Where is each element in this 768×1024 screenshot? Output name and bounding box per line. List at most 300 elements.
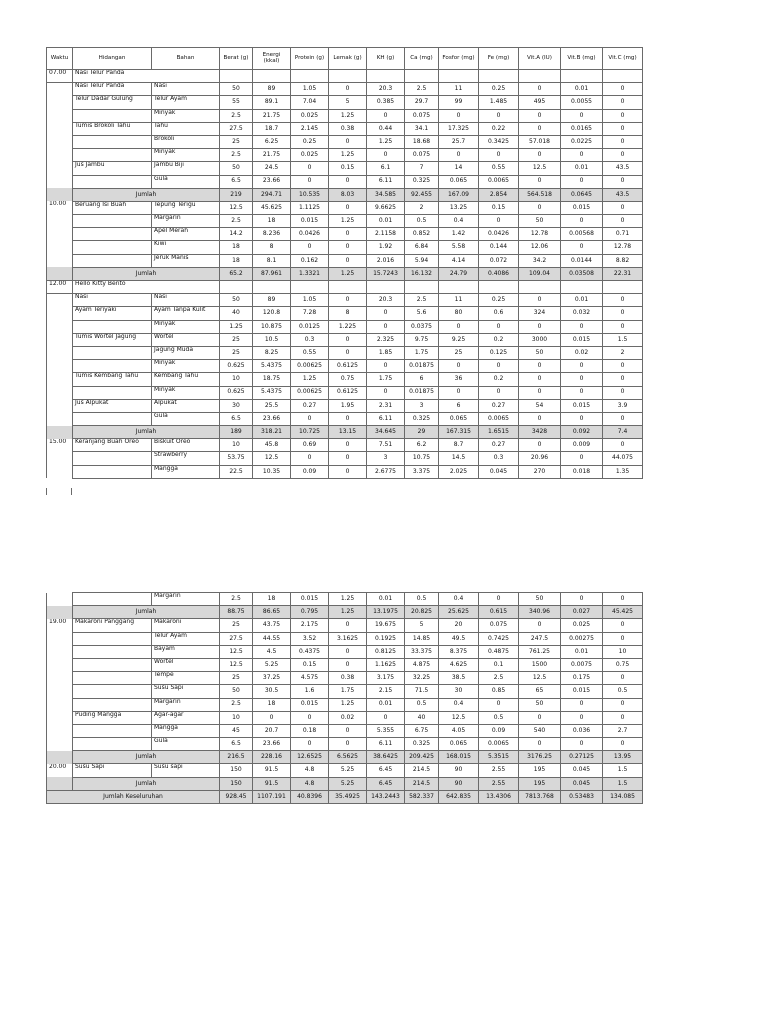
value-cell: 2.016 <box>367 254 405 267</box>
value-cell: 0.6 <box>479 307 519 320</box>
table-row <box>47 215 643 228</box>
value-cell: 0 <box>367 320 405 333</box>
value-cell: 0.075 <box>405 109 439 122</box>
value-cell: 0 <box>519 373 561 386</box>
subtotal-value: 6.5625 <box>329 751 367 764</box>
subtotal-row <box>47 188 643 201</box>
value-cell: 0 <box>329 724 367 737</box>
value-cell: 24.5 <box>253 162 291 175</box>
waktu-cell <box>47 399 73 412</box>
hidangan-cell: Ayam Teriyaki <box>73 307 152 320</box>
value-cell: 0.045 <box>479 465 519 478</box>
subtotal-value: 2.55 <box>479 777 519 790</box>
subtotal-value: 214.5 <box>405 777 439 790</box>
column-header: Fe (mg) <box>479 48 519 70</box>
value-cell: 0 <box>561 593 603 606</box>
value-cell: 10.35 <box>253 465 291 478</box>
waktu-cell: 20.00 <box>47 764 73 777</box>
value-cell: 0.6125 <box>329 386 367 399</box>
subtotal-value: 13.15 <box>329 426 367 439</box>
value-cell: 0 <box>519 711 561 724</box>
hidangan-cell <box>73 360 152 373</box>
subtotal-value: 0.4086 <box>479 267 519 280</box>
value-cell: 0 <box>291 162 329 175</box>
value-cell: 0 <box>603 698 643 711</box>
value-cell: 23.66 <box>253 738 291 751</box>
waktu-cell <box>47 593 73 606</box>
value-cell: 0 <box>561 149 603 162</box>
value-cell: 14.2 <box>220 228 253 241</box>
value-cell: 9.25 <box>439 333 479 346</box>
value-cell: 12.78 <box>603 241 643 254</box>
waktu-cell: 10.00 <box>47 201 73 214</box>
value-cell: 13.25 <box>439 201 479 214</box>
value-cell: 1.1625 <box>367 658 405 671</box>
value-cell: 0 <box>329 658 367 671</box>
value-cell: 0.0225 <box>561 135 603 148</box>
value-cell: 0 <box>519 412 561 425</box>
waktu-cell <box>47 162 73 175</box>
value-cell <box>603 70 643 83</box>
value-cell: 0.0426 <box>479 228 519 241</box>
value-cell: 3000 <box>519 333 561 346</box>
value-cell: 0 <box>329 135 367 148</box>
value-cell: 9.75 <box>405 333 439 346</box>
value-cell: 0 <box>479 698 519 711</box>
waktu-cell <box>47 452 73 465</box>
value-cell: 0 <box>603 149 643 162</box>
value-cell: 6.25 <box>253 135 291 148</box>
value-cell: 40 <box>220 307 253 320</box>
value-cell: 0.25 <box>479 294 519 307</box>
bahan-cell: Jagung Muda <box>152 346 220 359</box>
value-cell: 89 <box>253 294 291 307</box>
value-cell: 6.75 <box>405 724 439 737</box>
table-header-row <box>47 48 643 70</box>
nutrition-table-page-2 <box>46 592 643 804</box>
bahan-cell: Margarin <box>152 593 220 606</box>
value-cell: 0 <box>329 645 367 658</box>
value-cell: 0.01875 <box>405 360 439 373</box>
value-cell: 7.28 <box>291 307 329 320</box>
hidangan-cell <box>73 465 152 478</box>
value-cell: 0.22 <box>479 122 519 135</box>
value-cell: 0.3425 <box>479 135 519 148</box>
subtotal-value: 5.3515 <box>479 751 519 764</box>
value-cell: 0 <box>603 439 643 452</box>
waktu-cell: 12.00 <box>47 281 73 294</box>
waktu-cell <box>47 254 73 267</box>
bahan-cell: Bayam <box>152 645 220 658</box>
bahan-cell: Gula <box>152 738 220 751</box>
value-cell: 0.27 <box>479 399 519 412</box>
table-row <box>47 711 643 724</box>
value-cell: 18 <box>253 215 291 228</box>
value-cell: 1.95 <box>329 399 367 412</box>
value-cell: 20 <box>439 619 479 632</box>
waktu-cell <box>47 135 73 148</box>
value-cell: 0.015 <box>561 399 603 412</box>
value-cell: 0.4 <box>439 593 479 606</box>
value-cell: 0.045 <box>561 764 603 777</box>
value-cell: 0.8125 <box>367 645 405 658</box>
value-cell: 12.5 <box>519 162 561 175</box>
value-cell: 0.065 <box>439 175 479 188</box>
subtotal-value: 189 <box>220 426 253 439</box>
value-cell: 0 <box>329 346 367 359</box>
subtotal-value: 167.315 <box>439 426 479 439</box>
value-cell <box>329 70 367 83</box>
value-cell: 0.0125 <box>291 320 329 333</box>
value-cell: 0.325 <box>405 412 439 425</box>
value-cell: 1.25 <box>329 149 367 162</box>
value-cell: 3 <box>405 399 439 412</box>
value-cell: 0.0144 <box>561 254 603 267</box>
value-cell: 0 <box>519 386 561 399</box>
value-cell: 20.3 <box>367 294 405 307</box>
hidangan-cell <box>73 593 152 606</box>
waktu-cell <box>47 241 73 254</box>
hidangan-cell <box>73 738 152 751</box>
value-cell: 0 <box>603 386 643 399</box>
subtotal-value: 340.96 <box>519 606 561 619</box>
value-cell: 0 <box>561 241 603 254</box>
column-header: Vit.B (mg) <box>561 48 603 70</box>
value-cell: 50 <box>220 685 253 698</box>
hidangan-cell: Nasi Telur Panda <box>73 70 220 83</box>
value-cell: 2.1158 <box>367 228 405 241</box>
value-cell: 32.25 <box>405 672 439 685</box>
value-cell: 12.5 <box>519 672 561 685</box>
bahan-cell: Margarin <box>152 215 220 228</box>
value-cell: 0.38 <box>329 122 367 135</box>
value-cell: 1.25 <box>367 135 405 148</box>
value-cell: 2.325 <box>367 333 405 346</box>
grand-total-value: 642.835 <box>439 790 479 803</box>
hidangan-cell: Beruang Isi Buah <box>73 201 152 214</box>
value-cell: 1.05 <box>291 294 329 307</box>
value-cell: 0.15 <box>291 658 329 671</box>
value-cell: 50 <box>220 294 253 307</box>
subtotal-value: 25.625 <box>439 606 479 619</box>
value-cell: 0.065 <box>439 738 479 751</box>
subtotal-value: 0.027 <box>561 606 603 619</box>
value-cell <box>253 281 291 294</box>
waktu-cell <box>47 175 73 188</box>
value-cell: 4.575 <box>291 672 329 685</box>
bahan-cell: Gula <box>152 175 220 188</box>
value-cell: 0.2 <box>479 333 519 346</box>
meal-row <box>47 281 643 294</box>
value-cell: 0 <box>561 215 603 228</box>
bahan-cell: Agar-agar <box>152 711 220 724</box>
subtotal-value: 8.03 <box>329 188 367 201</box>
value-cell: 0.55 <box>479 162 519 175</box>
value-cell: 5.94 <box>405 254 439 267</box>
subtotal-label: Jumlah <box>73 751 220 764</box>
value-cell: 0.09 <box>291 465 329 478</box>
hidangan-cell <box>73 724 152 737</box>
bahan-cell: Minyak <box>152 386 220 399</box>
value-cell: 6.45 <box>367 764 405 777</box>
value-cell: 0 <box>439 386 479 399</box>
value-cell: 1.75 <box>367 373 405 386</box>
subtotal-value: 38.6425 <box>367 751 405 764</box>
value-cell: 2.5 <box>405 83 439 96</box>
value-cell: 0 <box>329 254 367 267</box>
subtotal-value: 20.825 <box>405 606 439 619</box>
subtotal-value: 86.65 <box>253 606 291 619</box>
value-cell: 29.7 <box>405 96 439 109</box>
value-cell: 0 <box>519 360 561 373</box>
value-cell: 0.1925 <box>367 632 405 645</box>
value-cell: 45.625 <box>253 201 291 214</box>
waktu-cell <box>47 632 73 645</box>
waktu-cell <box>47 606 73 619</box>
column-header: Vit.C (mg) <box>603 48 643 70</box>
value-cell: 0 <box>519 294 561 307</box>
value-cell <box>405 70 439 83</box>
value-cell: 38.5 <box>439 672 479 685</box>
value-cell: 5.355 <box>367 724 405 737</box>
value-cell: 0.01 <box>367 698 405 711</box>
value-cell: 90 <box>439 764 479 777</box>
value-cell: 0 <box>603 294 643 307</box>
column-header: Waktu <box>47 48 73 70</box>
waktu-cell <box>47 465 73 478</box>
value-cell: 0.075 <box>479 619 519 632</box>
value-cell: 0.5 <box>405 593 439 606</box>
value-cell: 23.66 <box>253 175 291 188</box>
value-cell: 0 <box>603 215 643 228</box>
value-cell: 0.852 <box>405 228 439 241</box>
value-cell: 44.075 <box>603 452 643 465</box>
bahan-cell: Margarin <box>152 698 220 711</box>
value-cell: 0.0055 <box>561 96 603 109</box>
value-cell: 0 <box>603 109 643 122</box>
waktu-cell <box>47 751 73 764</box>
subtotal-label: Jumlah <box>73 267 220 280</box>
value-cell: 1500 <box>519 658 561 671</box>
value-cell: 2.15 <box>367 685 405 698</box>
grand-total-value: 582.337 <box>405 790 439 803</box>
value-cell <box>220 281 253 294</box>
bahan-cell: Mangga <box>152 465 220 478</box>
value-cell: 12.5 <box>220 645 253 658</box>
value-cell: 8.7 <box>439 439 479 452</box>
value-cell: 14.85 <box>405 632 439 645</box>
value-cell: 0.125 <box>479 346 519 359</box>
value-cell: 8.236 <box>253 228 291 241</box>
hidangan-cell <box>73 215 152 228</box>
value-cell <box>220 70 253 83</box>
value-cell: 50 <box>519 593 561 606</box>
value-cell: 0.44 <box>367 122 405 135</box>
grand-total-value: 13.4306 <box>479 790 519 803</box>
value-cell: 0.0065 <box>479 412 519 425</box>
value-cell: 5.58 <box>439 241 479 254</box>
column-header: Protein (g) <box>291 48 329 70</box>
value-cell: 21.75 <box>253 109 291 122</box>
value-cell: 4.5 <box>253 645 291 658</box>
value-cell: 0.018 <box>561 465 603 478</box>
value-cell: 0 <box>603 373 643 386</box>
waktu-cell: 15.00 <box>47 439 73 452</box>
subtotal-value: 109.04 <box>519 267 561 280</box>
value-cell: 1.5 <box>603 764 643 777</box>
value-cell: 2.5 <box>405 294 439 307</box>
value-cell: 0 <box>439 149 479 162</box>
bahan-cell: Strawberry <box>152 452 220 465</box>
value-cell: 4.625 <box>439 658 479 671</box>
value-cell: 18 <box>253 593 291 606</box>
grand-total-value: 1107.191 <box>253 790 291 803</box>
value-cell: 0 <box>329 439 367 452</box>
subtotal-value: 5.25 <box>329 777 367 790</box>
value-cell: 1.5 <box>603 333 643 346</box>
value-cell: 0 <box>603 360 643 373</box>
value-cell: 0 <box>561 452 603 465</box>
value-cell: 2.5 <box>479 672 519 685</box>
waktu-cell <box>47 698 73 711</box>
waktu-cell <box>47 412 73 425</box>
value-cell: 6.1 <box>367 162 405 175</box>
value-cell: 0 <box>603 122 643 135</box>
subtotal-row <box>47 777 643 790</box>
value-cell: 2.145 <box>291 122 329 135</box>
value-cell: 0.18 <box>291 724 329 737</box>
waktu-cell <box>47 109 73 122</box>
table-row <box>47 320 643 333</box>
bahan-cell: Minyak <box>152 320 220 333</box>
grand-total-label: Jumlah Keseluruhan <box>47 790 220 803</box>
value-cell: 21.75 <box>253 149 291 162</box>
value-cell: 0 <box>329 452 367 465</box>
value-cell: 34.1 <box>405 122 439 135</box>
value-cell: 0.15 <box>479 201 519 214</box>
value-cell: 27.5 <box>220 122 253 135</box>
value-cell: 10.875 <box>253 320 291 333</box>
value-cell: 0 <box>291 175 329 188</box>
bahan-cell: Susu sapi <box>152 764 220 777</box>
subtotal-value: 168.015 <box>439 751 479 764</box>
value-cell: 2.5 <box>220 149 253 162</box>
value-cell: 0.4 <box>439 215 479 228</box>
subtotal-value: 0.27125 <box>561 751 603 764</box>
value-cell: 0 <box>603 201 643 214</box>
value-cell: 0.072 <box>479 254 519 267</box>
value-cell: 0.385 <box>367 96 405 109</box>
value-cell: 0.15 <box>329 162 367 175</box>
waktu-cell <box>47 267 73 280</box>
table-row <box>47 135 643 148</box>
bahan-cell: Jambu Biji <box>152 162 220 175</box>
value-cell: 6.2 <box>405 439 439 452</box>
subtotal-value: 294.71 <box>253 188 291 201</box>
waktu-cell <box>47 658 73 671</box>
subtotal-value: 13.1975 <box>367 606 405 619</box>
value-cell: 1.42 <box>439 228 479 241</box>
value-cell: 0.015 <box>291 215 329 228</box>
value-cell: 25 <box>220 619 253 632</box>
table-row <box>47 619 643 632</box>
page-break-line <box>46 488 47 495</box>
hidangan-cell <box>73 228 152 241</box>
hidangan-cell <box>73 254 152 267</box>
column-header: Fosfor (mg) <box>439 48 479 70</box>
value-cell: 150 <box>220 764 253 777</box>
value-cell: 12.5 <box>220 658 253 671</box>
value-cell: 0 <box>603 135 643 148</box>
value-cell: 0.162 <box>291 254 329 267</box>
bahan-cell: Kiwi <box>152 241 220 254</box>
hidangan-cell <box>73 412 152 425</box>
value-cell: 0 <box>291 738 329 751</box>
value-cell: 2.7 <box>603 724 643 737</box>
value-cell: 0 <box>479 215 519 228</box>
hidangan-cell <box>73 672 152 685</box>
bahan-cell: Telur Ayam <box>152 632 220 645</box>
value-cell: 10.75 <box>405 452 439 465</box>
value-cell <box>561 70 603 83</box>
subtotal-value: 13.95 <box>603 751 643 764</box>
value-cell: 5.4375 <box>253 386 291 399</box>
bahan-cell: Minyak <box>152 109 220 122</box>
value-cell: 0 <box>367 149 405 162</box>
value-cell: 270 <box>519 465 561 478</box>
value-cell: 1.25 <box>329 698 367 711</box>
value-cell: 0.5 <box>405 215 439 228</box>
value-cell: 40 <box>405 711 439 724</box>
hidangan-cell: Makaroni Panggang <box>73 619 152 632</box>
value-cell: 0.015 <box>561 201 603 214</box>
waktu-cell <box>47 777 73 790</box>
value-cell: 2.5 <box>220 109 253 122</box>
value-cell: 14.5 <box>439 452 479 465</box>
value-cell: 50 <box>220 162 253 175</box>
column-header: Berat (g) <box>220 48 253 70</box>
value-cell: 0.175 <box>561 672 603 685</box>
value-cell: 2 <box>405 201 439 214</box>
waktu-cell <box>47 215 73 228</box>
subtotal-value: 29 <box>405 426 439 439</box>
waktu-cell <box>47 724 73 737</box>
subtotal-value: 1.3321 <box>291 267 329 280</box>
subtotal-value: 87.961 <box>253 267 291 280</box>
subtotal-value: 92.455 <box>405 188 439 201</box>
hidangan-cell: Telur Dadar Gulung <box>73 96 152 109</box>
value-cell: 30 <box>439 685 479 698</box>
grand-total-value: 134.085 <box>603 790 643 803</box>
table-row <box>47 672 643 685</box>
value-cell: 214.5 <box>405 764 439 777</box>
value-cell: 1.25 <box>329 109 367 122</box>
subtotal-row <box>47 751 643 764</box>
value-cell: 0 <box>479 320 519 333</box>
value-cell: 4.875 <box>405 658 439 671</box>
value-cell <box>479 281 519 294</box>
value-cell: 0.625 <box>220 360 253 373</box>
hidangan-cell <box>73 658 152 671</box>
value-cell: 540 <box>519 724 561 737</box>
hidangan-cell <box>73 135 152 148</box>
value-cell: 0 <box>329 412 367 425</box>
value-cell: 3.375 <box>405 465 439 478</box>
table-row <box>47 122 643 135</box>
table-body-page-1 <box>47 70 643 479</box>
value-cell: 0 <box>603 593 643 606</box>
value-cell: 324 <box>519 307 561 320</box>
